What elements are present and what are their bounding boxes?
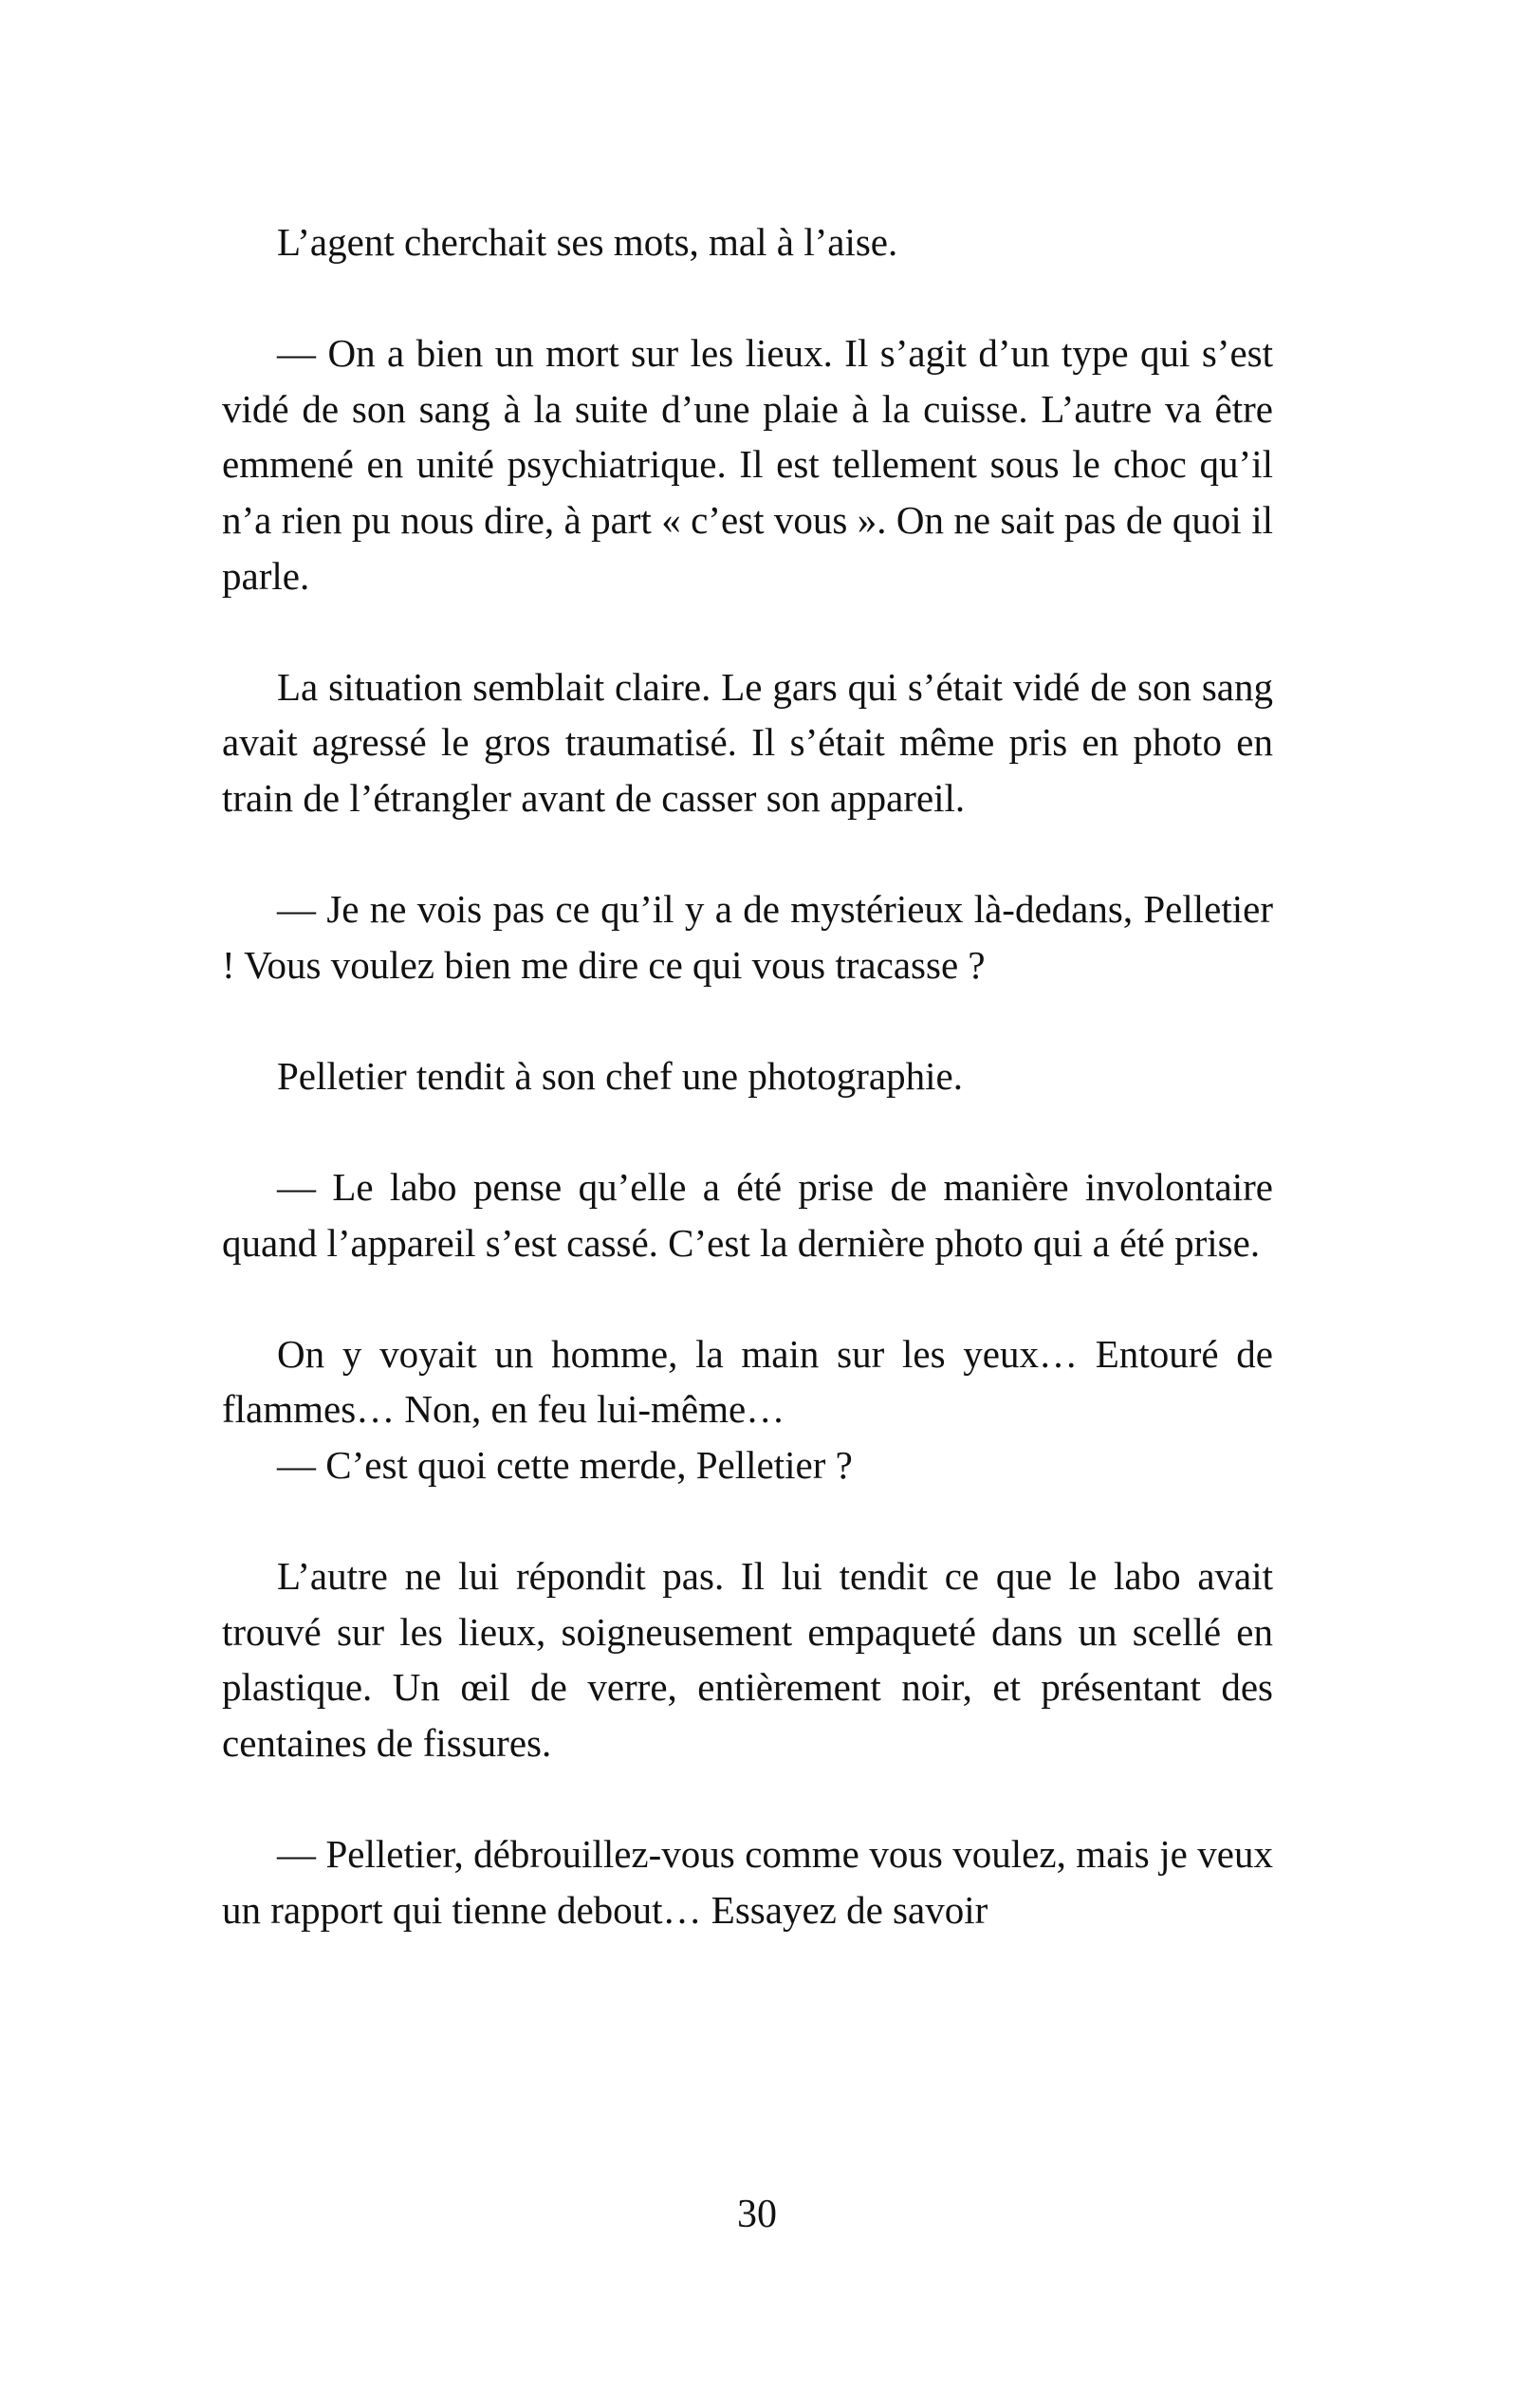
paragraph-6: — Le labo pense qu’elle a été prise de manière involontaire quand l’appareil s’est cassé. C’est la dernière photo qui a été prise. [222,1165,1273,1265]
paragraph-5: Pelletier tendit à son chef une photographie. [277,1053,963,1098]
paragraph-10: — Pelletier, débrouillez-vous comme vous voulez, mais je veux un rapport qui tienne debout… Essayez de savoir [222,1832,1273,1932]
paragraph-gap [222,603,1273,659]
paragraph-gap [222,826,1273,882]
paragraph-gap [222,1270,1273,1326]
paragraph-7: On y voyait un homme, la main sur les yeux… Entouré de flammes… Non, en feu lui-même… [222,1331,1273,1432]
paragraph-1: L’agent cherchait ses mots, mal à l’aise. [277,220,898,264]
paragraph-gap [222,1771,1273,1827]
paragraph-8: — C’est quoi cette merde, Pelletier ? [277,1443,853,1488]
paragraph-4: — Je ne vois pas ce qu’il y a de mystérieux là-dedans, Pelletier ! Vous voulez bien me dire ce qui vous tracasse ? [222,887,1273,987]
paragraph-gap [222,992,1273,1048]
paragraph-gap [222,270,1273,326]
body-text [222,214,1273,1937]
paragraph-3: La situation semblait claire. Le gars qui s’était vidé de son sang avait agressé le gros traumatisé. Il s’était même pris en photo en train de l’étrangler avant de casser son appareil. [222,664,1273,820]
paragraph-gap [222,1104,1273,1160]
paragraph-gap [222,1493,1273,1549]
paragraph-9: L’autre ne lui répondit pas. Il lui tendit ce que le labo avait trouvé sur les lieux, soigneusement empaqueté dans un scellé en plastique. Un œil de verre, entièrement noir, et présentant des centaines de fissures. [222,1554,1273,1766]
paragraph-2: — On a bien un mort sur les lieux. Il s’agit d’un type qui s’est vidé de son sang à la suite d’une plaie à la cuisse. L’autre va être emmené en unité psychiatrique. Il est tellement sous le choc qu’il n’a rien pu nous dire, à part « c’est vous ». On ne sait pas de quoi il parle. [222,331,1273,598]
page-number: 30 [737,2193,777,2236]
